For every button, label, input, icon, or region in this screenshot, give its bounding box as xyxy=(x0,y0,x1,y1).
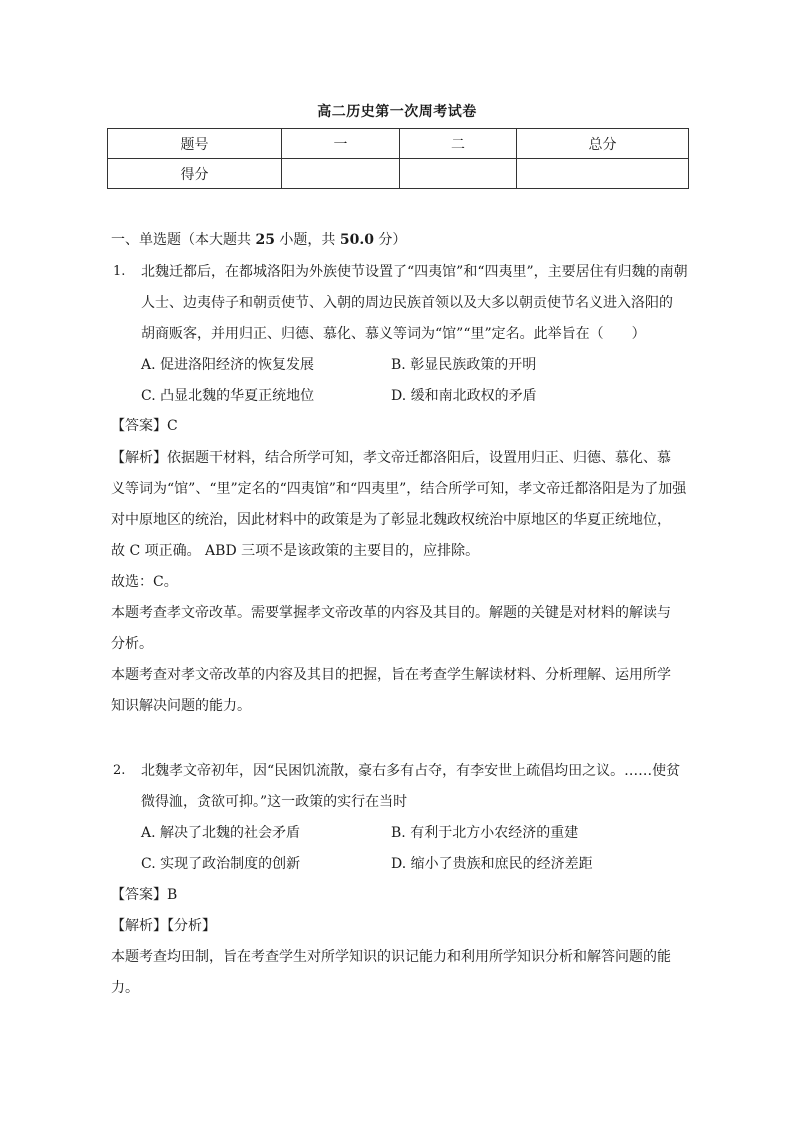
question-stem-line: 微得洫，贪欲可抑。”这一政策的实行在当时 xyxy=(141,794,408,810)
table-row xyxy=(108,159,689,189)
question-count: 25 xyxy=(255,232,275,248)
question-stem-line: 胡商贩客，并用归正、归德、慕化、慕义等词为“馆”“里”定名。此举旨在（ ） xyxy=(141,326,646,342)
analysis-line: 故选：C。 xyxy=(111,574,178,590)
question-number: 1. xyxy=(113,264,126,279)
table-cell: 得分 xyxy=(108,159,282,189)
table-cell: 题号 xyxy=(108,129,282,159)
answer: 【答案】C xyxy=(111,418,178,434)
analysis-line: 本题考查孝文帝改革。需要掌握孝文帝改革的内容及其目的。解题的关键是对材料的解读与 xyxy=(111,605,671,621)
table-cell: 二 xyxy=(400,129,517,159)
section-heading xyxy=(111,230,406,250)
table-cell xyxy=(400,159,517,189)
table-cell xyxy=(282,159,400,189)
option-c: C. 实现了政治制度的创新 xyxy=(141,856,301,872)
option-d: D. 缩小了贵族和庶民的经济差距 xyxy=(391,856,593,872)
analysis-line: 【解析】【分析】 xyxy=(111,918,216,934)
score-table xyxy=(107,128,689,189)
analysis-line: 对中原地区的统治，因此材料中的政策是为了彰显北魏政权统治中原地区的华夏正统地位， xyxy=(111,512,671,528)
analysis-line: 知识解决问题的能力。 xyxy=(111,698,251,714)
table-cell: 一 xyxy=(282,129,400,159)
question-stem-line: 北魏迁都后，在都城洛阳为外族使节设置了“四夷馆”和“四夷里”，主要居住有归魏的南朝 xyxy=(141,264,688,280)
answer: 【答案】B xyxy=(111,887,178,903)
section-heading-middle: 小题，共 xyxy=(274,232,340,248)
analysis-line: 力。 xyxy=(111,980,139,996)
option-a: A. 促进洛阳经济的恢复发展 xyxy=(141,357,315,373)
analysis-line: 故 C 项正确。 ABD 三项不是该政策的主要目的，应排除。 xyxy=(111,543,480,559)
total-points: 50.0 xyxy=(339,232,374,248)
analysis-line: 义等词为“馆”、“里”定名的“四夷馆”和“四夷里”，结合所学可知，孝文帝迁都洛阳是为了加强 xyxy=(111,481,687,497)
table-row xyxy=(108,129,689,159)
analysis-line: 分析。 xyxy=(111,636,153,652)
table-cell xyxy=(517,159,689,189)
table-cell: 总分 xyxy=(517,129,689,159)
question-stem-line: 人士、边夷侍子和朝贡使节、入朝的周边民族首领以及大多以朝贡使节名义进入洛阳的 xyxy=(141,295,673,311)
analysis-line: 本题考查对孝文帝改革的内容及其目的把握，旨在考查学生解读材料、分析理解、运用所学 xyxy=(111,667,671,683)
question-number: 2. xyxy=(113,763,126,778)
option-b: B. 有利于北方小农经济的重建 xyxy=(391,825,579,841)
analysis-line: 【解析】依据题干材料，结合所学可知，孝文帝迁都洛阳后，设置用归正、归德、慕化、慕 xyxy=(111,450,671,466)
analysis-line: 本题考查均田制，旨在考查学生对所学知识的识记能力和利用所学知识分析和解答问题的能 xyxy=(111,949,671,965)
question-stem-line: 北魏孝文帝初年，因“民困饥流散，豪右多有占夺，有李安世上疏倡均田之议。……使贫 xyxy=(141,763,681,779)
option-c: C. 凸显北魏的华夏正统地位 xyxy=(141,388,315,404)
section-heading-prefix: 一、单选题（本大题共 xyxy=(111,232,256,248)
option-b: B. 彰显民族政策的开明 xyxy=(391,357,537,373)
page-title: 高二历史第一次周考试卷 xyxy=(317,104,477,120)
section-heading-suffix: 分） xyxy=(373,232,407,248)
option-d: D. 缓和南北政权的矛盾 xyxy=(391,388,537,404)
option-a: A. 解决了北魏的社会矛盾 xyxy=(141,825,301,841)
